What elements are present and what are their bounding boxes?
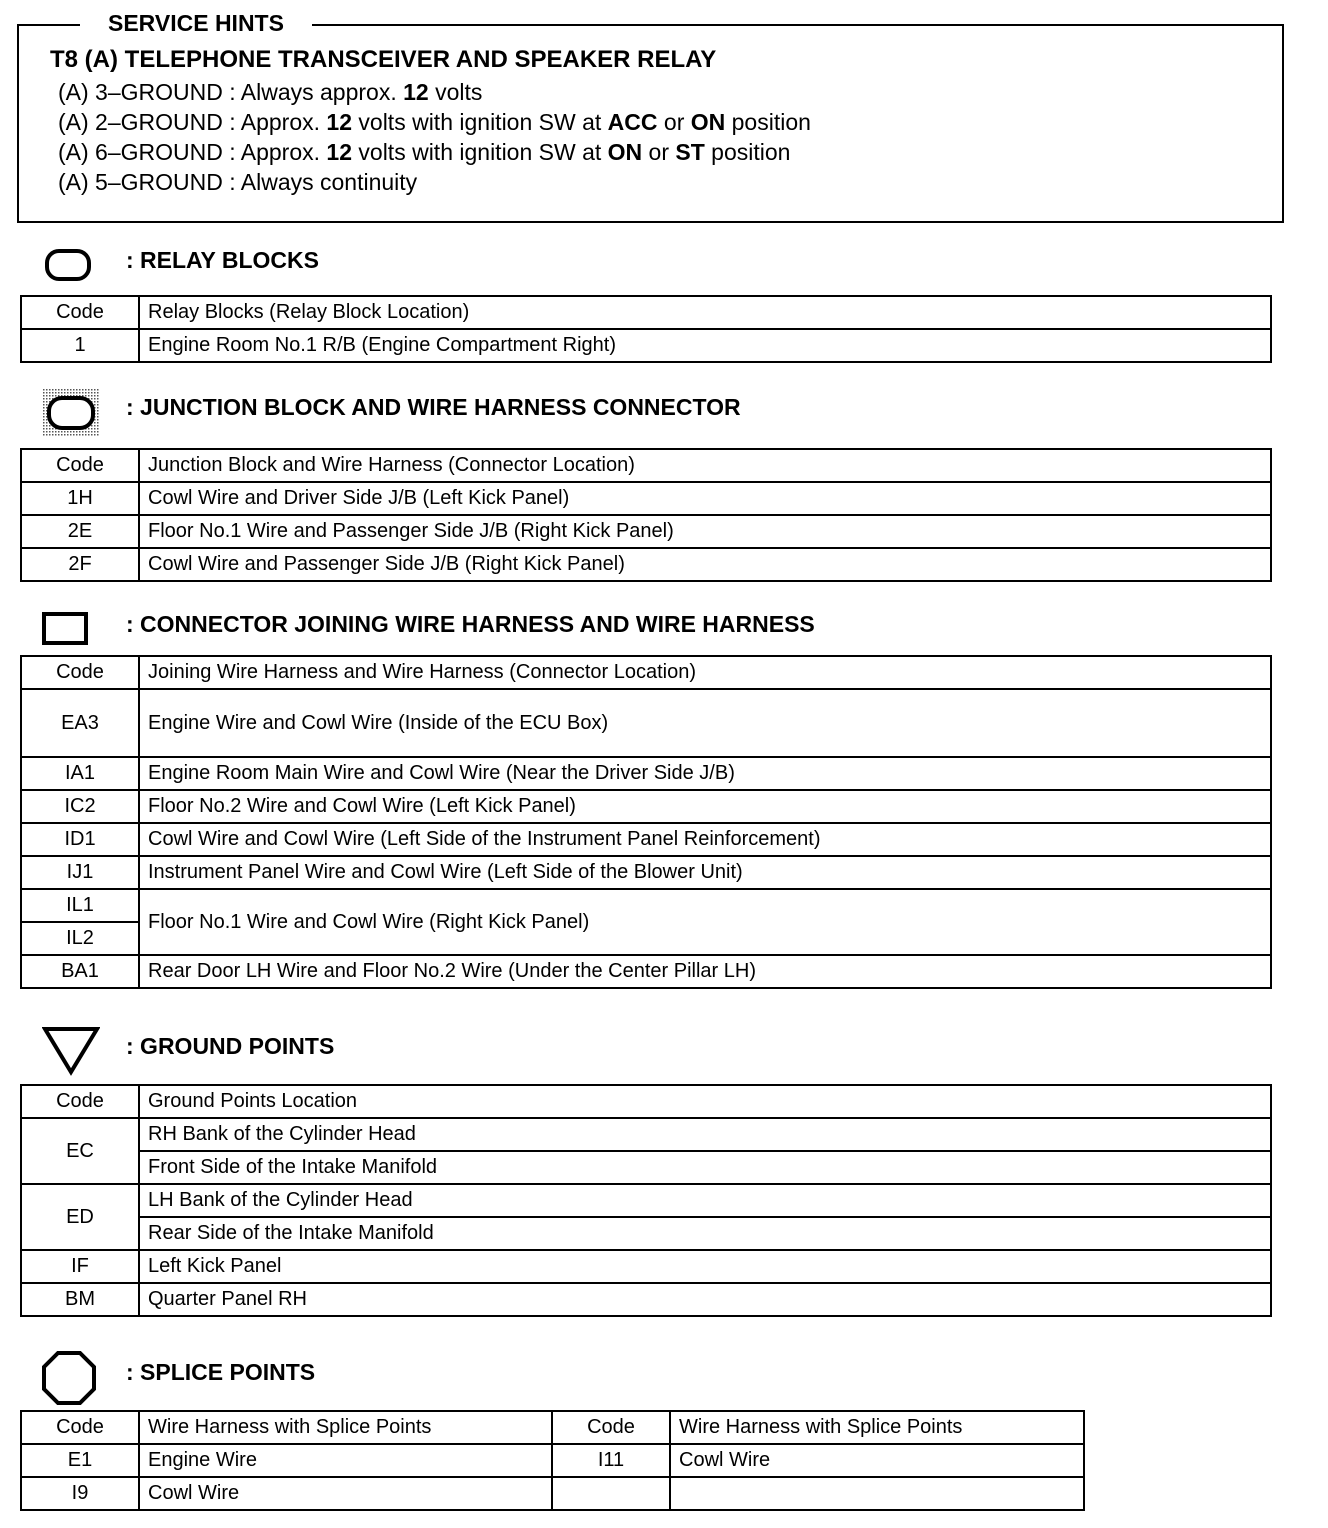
row-code: ED (21, 1184, 139, 1250)
table-row (21, 1184, 1271, 1217)
row-desc: RH Bank of the Cylinder Head (139, 1118, 1271, 1151)
table-row (21, 1250, 1271, 1283)
table-row (21, 889, 1271, 922)
table-row (21, 1477, 1084, 1510)
header-desc: Relay Blocks (Relay Block Location) (139, 296, 1271, 329)
table-row (21, 329, 1271, 362)
connector-heading: : CONNECTOR JOINING WIRE HARNESS AND WIRE HARNESS (126, 611, 815, 637)
header-desc: Junction Block and Wire Harness (Connector Location) (139, 449, 1271, 482)
row-desc: Front Side of the Intake Manifold (139, 1151, 1271, 1184)
row-code: I11 (552, 1444, 670, 1477)
row-desc: Cowl Wire and Driver Side J/B (Left Kick Panel) (139, 482, 1271, 515)
row-code: EA3 (21, 689, 139, 757)
table-row (21, 1217, 1271, 1250)
splice-point-icon (41, 1350, 97, 1406)
row-desc: Rear Side of the Intake Manifold (139, 1217, 1271, 1250)
row-desc: Cowl Wire (139, 1477, 552, 1510)
row-desc: Cowl Wire and Cowl Wire (Left Side of the Instrument Panel Reinforcement) (139, 823, 1271, 856)
row-desc: Engine Wire (139, 1444, 552, 1477)
table-row (21, 790, 1271, 823)
hint-line: (A) 3–GROUND : Always approx. 12 volts (58, 79, 483, 105)
table-row (21, 955, 1271, 988)
row-code: IL2 (21, 922, 139, 955)
connector-icon (42, 612, 88, 646)
row-desc: Engine Wire and Cowl Wire (Inside of the ECU Box) (139, 689, 1271, 757)
row-code: IA1 (21, 757, 139, 790)
table-row (21, 689, 1271, 757)
row-code: E1 (21, 1444, 139, 1477)
relay-blocks-heading: : RELAY BLOCKS (126, 247, 319, 273)
row-code: I9 (21, 1477, 139, 1510)
hint-line: (A) 5–GROUND : Always continuity (58, 169, 418, 195)
table-row (21, 1118, 1271, 1151)
row-code: EC (21, 1118, 139, 1184)
row-code: IF (21, 1250, 139, 1283)
row-code: IJ1 (21, 856, 139, 889)
table-row (21, 515, 1271, 548)
row-code: 1H (21, 482, 139, 515)
row-desc (670, 1477, 1084, 1510)
header-code: Code (21, 656, 139, 689)
connector-table (20, 655, 1272, 989)
table-header-row (21, 296, 1271, 329)
header-desc: Joining Wire Harness and Wire Harness (Connector Location) (139, 656, 1271, 689)
row-desc: Quarter Panel RH (139, 1283, 1271, 1316)
row-desc: Engine Room Main Wire and Cowl Wire (Near the Driver Side J/B) (139, 757, 1271, 790)
table-row (21, 548, 1271, 581)
table-row (21, 1151, 1271, 1184)
junction-block-heading: : JUNCTION BLOCK AND WIRE HARNESS CONNECTOR (126, 394, 741, 420)
row-desc: Rear Door LH Wire and Floor No.2 Wire (Under the Center Pillar LH) (139, 955, 1271, 988)
row-desc: LH Bank of the Cylinder Head (139, 1184, 1271, 1217)
hint-line: (A) 6–GROUND : Approx. 12 volts with ignition SW at ON or ST position (58, 139, 791, 165)
header-desc: Ground Points Location (139, 1085, 1271, 1118)
row-desc: Floor No.1 Wire and Cowl Wire (Right Kick Panel) (139, 889, 1271, 955)
service-hints-title: T8 (A) TELEPHONE TRANSCEIVER AND SPEAKER RELAY (50, 46, 717, 73)
table-row (21, 1283, 1271, 1316)
hint-line: (A) 2–GROUND : Approx. 12 volts with ignition SW at ACC or ON position (58, 109, 811, 135)
service-hints-legend: SERVICE HINTS (80, 8, 312, 38)
table-row (21, 1444, 1084, 1477)
table-row (21, 856, 1271, 889)
splice-points-heading: : SPLICE POINTS (126, 1359, 316, 1385)
row-desc: Instrument Panel Wire and Cowl Wire (Left Side of the Blower Unit) (139, 856, 1271, 889)
table-header-row (21, 1085, 1271, 1118)
header-code: Code (552, 1411, 670, 1444)
relay-blocks-table (20, 295, 1272, 363)
ground-points-table (20, 1084, 1272, 1317)
row-code (552, 1477, 670, 1510)
row-code: 2F (21, 548, 139, 581)
junction-block-table (20, 448, 1272, 582)
row-code: BM (21, 1283, 139, 1316)
header-desc: Wire Harness with Splice Points (139, 1411, 552, 1444)
header-code: Code (21, 1411, 139, 1444)
row-code: 1 (21, 329, 139, 362)
relay-block-icon (44, 248, 92, 282)
table-header-row (21, 449, 1271, 482)
table-header-row (21, 1411, 1084, 1444)
table-row (21, 757, 1271, 790)
row-code: BA1 (21, 955, 139, 988)
table-row (21, 823, 1271, 856)
row-code: 2E (21, 515, 139, 548)
row-desc: Engine Room No.1 R/B (Engine Compartment Right) (139, 329, 1271, 362)
table-header-row (21, 656, 1271, 689)
row-code: ID1 (21, 823, 139, 856)
row-code: IC2 (21, 790, 139, 823)
row-desc: Floor No.2 Wire and Cowl Wire (Left Kick Panel) (139, 790, 1271, 823)
junction-block-icon (43, 389, 99, 437)
row-code: IL1 (21, 889, 139, 922)
row-desc: Cowl Wire (670, 1444, 1084, 1477)
splice-points-table (20, 1410, 1085, 1511)
ground-points-heading: : GROUND POINTS (126, 1033, 335, 1059)
header-code: Code (21, 449, 139, 482)
header-desc: Wire Harness with Splice Points (670, 1411, 1084, 1444)
row-desc: Cowl Wire and Passenger Side J/B (Right Kick Panel) (139, 548, 1271, 581)
ground-point-icon (42, 1026, 100, 1076)
header-code: Code (21, 1085, 139, 1118)
header-code: Code (21, 296, 139, 329)
row-desc: Left Kick Panel (139, 1250, 1271, 1283)
row-desc: Floor No.1 Wire and Passenger Side J/B (Right Kick Panel) (139, 515, 1271, 548)
table-row (21, 482, 1271, 515)
